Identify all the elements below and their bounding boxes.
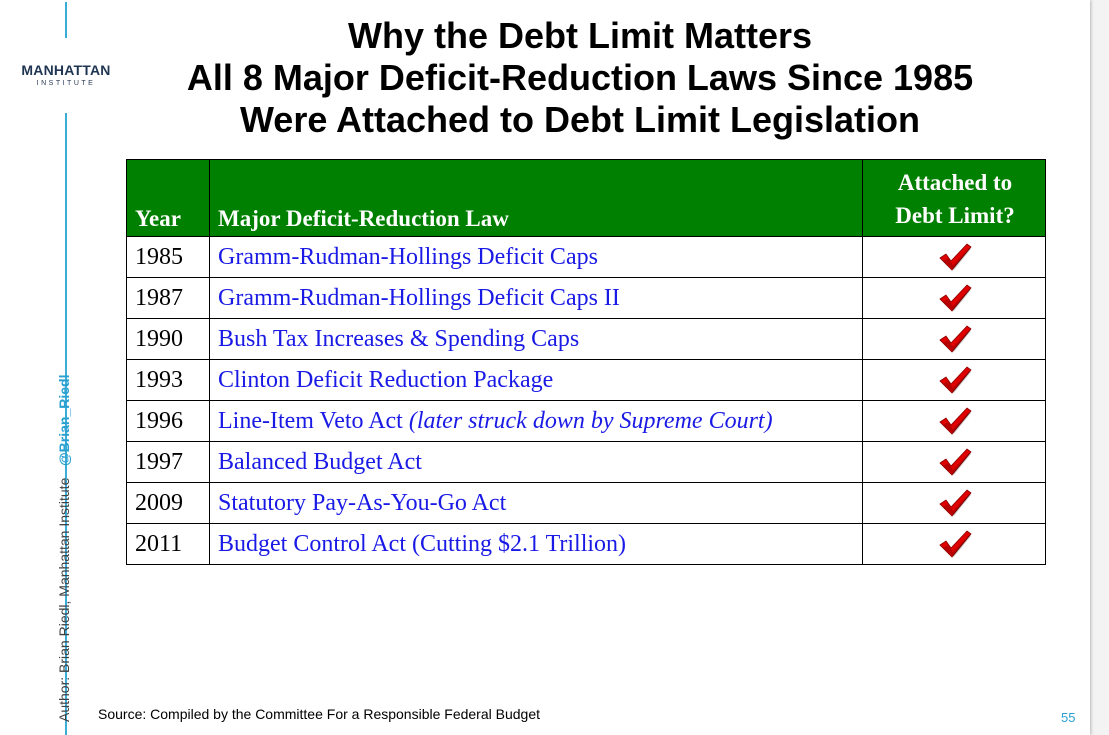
row-year: 2011 [127, 524, 210, 565]
header-attached-line-2: Debt Limit? [895, 203, 1015, 228]
table-row [127, 524, 1046, 565]
title-line-2: All 8 Major Deficit-Reduction Laws Since 1985 [186, 57, 974, 98]
accent-line-top [65, 2, 67, 38]
table-row [127, 278, 1046, 319]
author-credit [56, 375, 72, 722]
law-name: Statutory Pay-As-You-Go Act [218, 489, 507, 516]
table-row [127, 319, 1046, 360]
law-name: Line-Item Veto Act [218, 407, 409, 434]
row-law [210, 237, 863, 278]
header-law: Major Deficit-Reduction Law [210, 160, 863, 237]
row-attached [863, 442, 1046, 483]
law-note: (later struck down by Supreme Court) [408, 407, 773, 434]
table-row [127, 401, 1046, 442]
table-row [127, 442, 1046, 483]
law-name: Balanced Budget Act [218, 448, 422, 475]
checkmark-icon [938, 325, 972, 351]
author-text: Author: Brian Riedl, Manhattan Institute [56, 477, 72, 722]
row-law [210, 442, 863, 483]
law-name: Gramm-Rudman-Hollings Deficit Caps [218, 243, 598, 270]
checkmark-icon [938, 284, 972, 310]
row-year: 2009 [127, 483, 210, 524]
title-line-1: Why the Debt Limit Matters [347, 15, 813, 56]
row-law [210, 319, 863, 360]
header-attached [863, 160, 1046, 237]
row-law [210, 401, 863, 442]
manhattan-institute-logo [14, 62, 118, 87]
law-name: Bush Tax Increases & Spending Caps [218, 325, 580, 352]
checkmark-icon [938, 448, 972, 474]
twitter-handle: @Brian_Riedl [56, 374, 72, 466]
table-header-row [127, 160, 1046, 237]
row-attached [863, 360, 1046, 401]
law-name: Gramm-Rudman-Hollings Deficit Caps II [218, 284, 620, 311]
table-row [127, 237, 1046, 278]
row-year: 1997 [127, 442, 210, 483]
row-attached [863, 319, 1046, 360]
table-row [127, 360, 1046, 401]
checkmark-icon [938, 489, 972, 515]
table-body [127, 237, 1046, 565]
table-row [127, 483, 1046, 524]
row-law [210, 483, 863, 524]
row-year: 1990 [127, 319, 210, 360]
row-year: 1993 [127, 360, 210, 401]
row-attached [863, 524, 1046, 565]
row-attached [863, 483, 1046, 524]
slide-title [130, 15, 1030, 141]
header-attached-line-1: Attached to [897, 170, 1013, 195]
checkmark-icon [938, 407, 972, 433]
row-year: 1996 [127, 401, 210, 442]
row-attached [863, 278, 1046, 319]
row-year: 1985 [127, 237, 210, 278]
row-year: 1987 [127, 278, 210, 319]
law-name: Clinton Deficit Reduction Package [218, 366, 554, 393]
checkmark-icon [938, 530, 972, 556]
row-attached [863, 401, 1046, 442]
row-law [210, 360, 863, 401]
law-name: Budget Control Act (Cutting $2.1 Trillion) [218, 530, 627, 557]
title-line-3: Were Attached to Debt Limit Legislation [239, 99, 921, 140]
logo-name: MANHATTAN [21, 62, 111, 78]
row-law [210, 524, 863, 565]
page-number: 55 [1061, 710, 1076, 725]
checkmark-icon [938, 366, 972, 392]
row-law [210, 278, 863, 319]
source-note: Source: Compiled by the Committee For a Responsible Federal Budget [98, 706, 540, 722]
header-year: Year [127, 160, 210, 237]
row-attached [863, 237, 1046, 278]
deficit-laws-table [126, 159, 1046, 565]
checkmark-icon [938, 243, 972, 269]
logo-sub: INSTITUTE [36, 80, 96, 87]
